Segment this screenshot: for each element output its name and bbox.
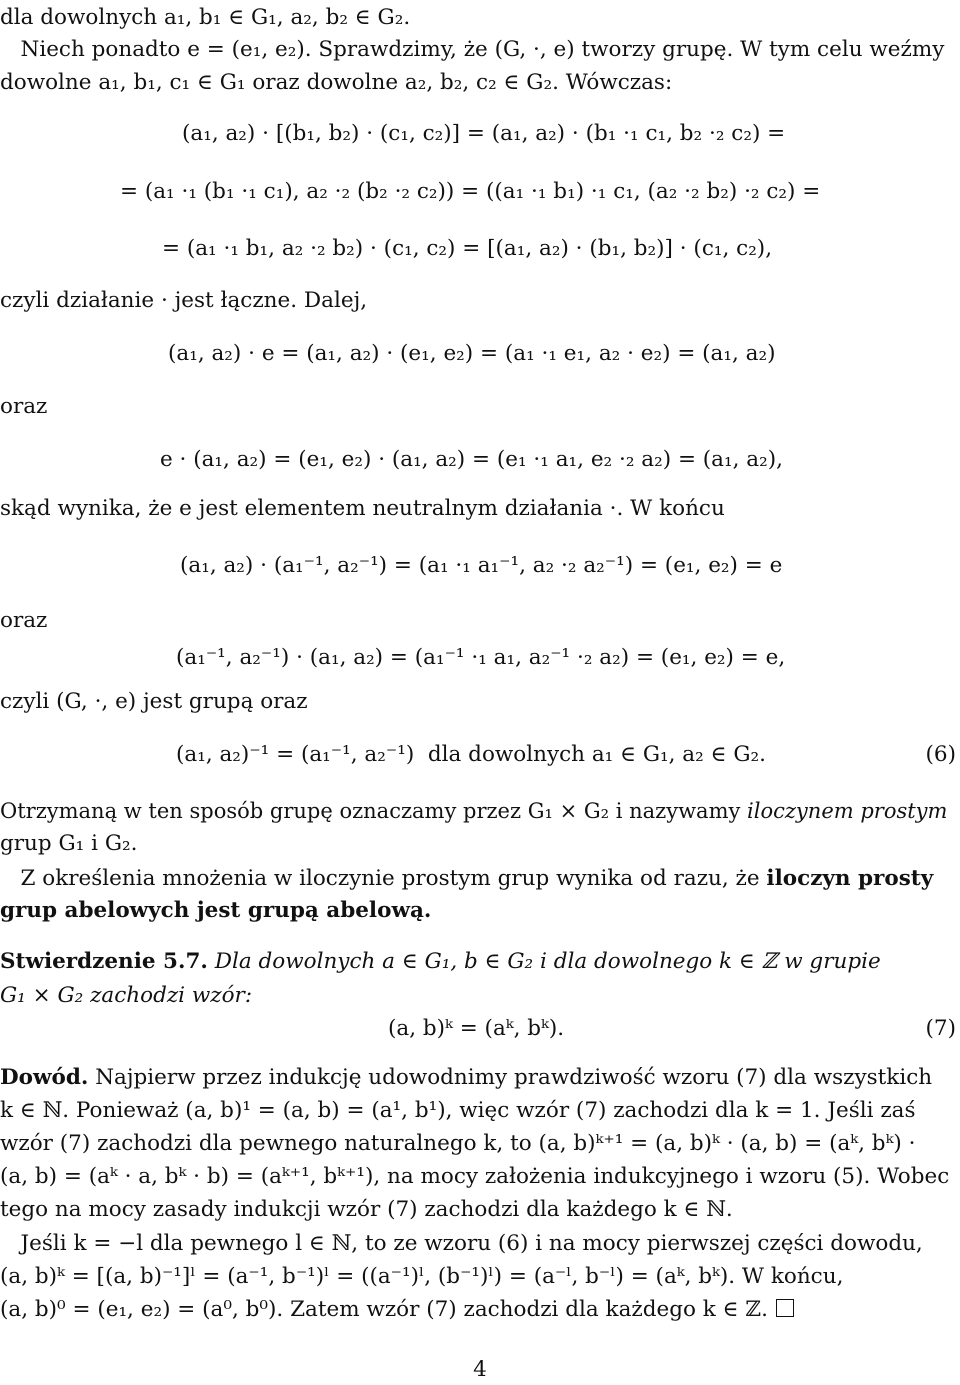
text-line-9 [0, 797, 947, 825]
equation-7: (a, b)ᵏ = (aᵏ, bᵏ). [388, 1016, 565, 1041]
proof-line-6: Jeśli k = −l dla pewnego l ∈ ℕ, to ze wzoru (6) i na mocy pierwszej części dowodu, [0, 1231, 923, 1256]
qed-square-icon [776, 1299, 794, 1317]
text-line-3: dowolne a₁, b₁, c₁ ∈ G₁ oraz dowolne a₂, b₂, c₂ ∈ G₂. Wówczas: [0, 70, 673, 95]
equation-number-6: (6) [925, 742, 956, 767]
proof-line-1-text: Najpierw przez indukcję udowodnimy prawdziwość wzoru (7) dla wszystkich [88, 1065, 933, 1090]
equation-number-7: (7) [925, 1016, 956, 1041]
proof-line-3: wzór (7) zachodzi dla pewnego naturalnego k, to (a, b)ᵏ⁺¹ = (a, b)ᵏ · (a, b) = (aᵏ, bᵏ) · [0, 1131, 916, 1156]
text-line-10: grup G₁ i G₂. [0, 831, 138, 856]
equation-6: (a₁, a₂)⁻¹ = (a₁⁻¹, a₂⁻¹) dla dowolnych a₁ ∈ G₁, a₂ ∈ G₂. [176, 742, 766, 767]
text-line-1: dla dowolnych a₁, b₁ ∈ G₁, a₂, b₂ ∈ G₂. [0, 5, 411, 30]
proposition-text: Dla dowolnych a ∈ G₁, b ∈ G₂ i dla dowolnego k ∈ ℤ w grupie [207, 949, 881, 974]
proof-line-8 [0, 1296, 794, 1324]
equation-neutral-right: (a₁, a₂) · e = (a₁, a₂) · (e₁, e₂) = (a₁ ·₁ e₁, a₂ · e₂) = (a₁, a₂) [168, 341, 776, 366]
text-line-8: czyli (G, ·, e) jest grupą oraz [0, 689, 308, 714]
text-line-11 [0, 865, 933, 893]
proof-label: Dowód. [0, 1065, 89, 1090]
text-line-12: grup abelowych jest grupą abelową. [0, 898, 432, 923]
proof-line-7: (a, b)ᵏ = [(a, b)⁻¹]ˡ = (a⁻¹, b⁻¹)ˡ = ((a⁻¹)ˡ, (b⁻¹)ˡ) = (a⁻ˡ, b⁻ˡ) = (aᵏ, bᵏ). W końcu, [0, 1264, 844, 1289]
equation-inverse-right: (a₁, a₂) · (a₁⁻¹, a₂⁻¹) = (a₁ ·₁ a₁⁻¹, a₂ ·₂ a₂⁻¹) = (e₁, e₂) = e [180, 553, 783, 578]
text-line-6: skąd wynika, że e jest elementem neutralnym działania ·. W końcu [0, 496, 725, 521]
proof-line-1 [0, 1064, 932, 1092]
equation-assoc-3: = (a₁ ·₁ b₁, a₂ ·₂ b₂) · (c₁, c₂) = [(a₁, a₂) · (b₁, b₂)] · (c₁, c₂), [162, 236, 773, 261]
equation-neutral-left: e · (a₁, a₂) = (e₁, e₂) · (a₁, a₂) = (e₁ ·₁ a₁, e₂ ·₂ a₂) = (a₁, a₂), [160, 447, 783, 472]
proof-line-2: k ∈ ℕ. Ponieważ (a, b)¹ = (a, b) = (a¹, b¹), więc wzór (7) zachodzi dla k = 1. Jeśli zaś [0, 1098, 916, 1123]
term-iloczyn-prosty: iloczynem prostym [747, 799, 948, 823]
text-oraz-1: oraz [0, 394, 48, 419]
equation-assoc-2: = (a₁ ·₁ (b₁ ·₁ c₁), a₂ ·₂ (b₂ ·₂ c₂)) = ((a₁ ·₁ b₁) ·₁ c₁, (a₂ ·₂ b₂) ·₂ c₂) = [120, 179, 821, 204]
proposition-heading [0, 948, 881, 976]
text-line-2: Niech ponadto e = (e₁, e₂). Sprawdzimy, że (G, ·, e) tworzy grupę. W tym celu weźmy [0, 37, 945, 62]
text-line-4: czyli działanie · jest łączne. Dalej, [0, 288, 368, 313]
text-line-9-a: Otrzymaną w ten sposób grupę oznaczamy przez G₁ × G₂ i nazywamy [0, 799, 748, 823]
proof-line-8-text: (a, b)⁰ = (e₁, e₂) = (a⁰, b⁰). Zatem wzór (7) zachodzi dla każdego k ∈ ℤ. [0, 1297, 768, 1322]
page-number: 4 [473, 1357, 487, 1382]
equation-assoc-1: (a₁, a₂) · [(b₁, b₂) · (c₁, c₂)] = (a₁, a₂) · (b₁ ·₁ c₁, b₂ ·₂ c₂) = [182, 121, 786, 146]
proof-line-4: (a, b) = (aᵏ · a, bᵏ · b) = (aᵏ⁺¹, bᵏ⁺¹), na mocy założenia indukcyjnego i wzoru (5). Wobec [0, 1164, 950, 1189]
bold-iloczyn-prosty: iloczyn prosty [766, 866, 934, 891]
equation-inverse-left: (a₁⁻¹, a₂⁻¹) · (a₁, a₂) = (a₁⁻¹ ·₁ a₁, a₂⁻¹ ·₂ a₂) = (e₁, e₂) = e, [176, 645, 786, 670]
proposition-text-2: G₁ × G₂ zachodzi wzór: [0, 983, 253, 1008]
text-line-11-a: Z określenia mnożenia w iloczynie prostym grup wynika od razu, że [0, 866, 767, 891]
proof-line-5: tego na mocy zasady indukcji wzór (7) zachodzi dla każdego k ∈ ℕ. [0, 1197, 733, 1222]
text-oraz-2: oraz [0, 608, 48, 633]
proposition-label: Stwierdzenie 5.7. [0, 949, 208, 974]
